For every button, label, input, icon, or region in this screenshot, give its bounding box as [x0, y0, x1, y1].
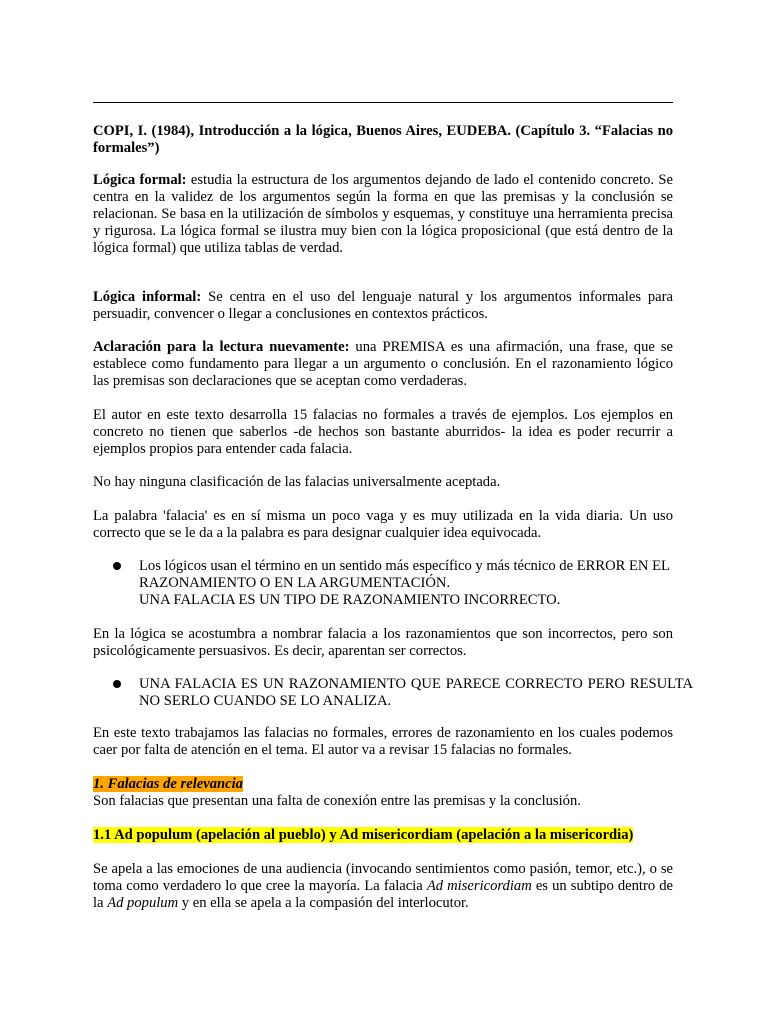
section-1-1-heading: 1.1 Ad populum (apelación al pueblo) y Ad misericordiam (apelación a la misericordia): [93, 827, 634, 843]
term-ad-populum: Ad populum: [107, 895, 179, 911]
paragraph-section-1-1: Se apela a las emociones de una audiencia (invocando sentimientos como pasión, temor, etc.), o se toma como verdadero lo que cree la mayoría. La falacia Ad misericordiam es un subtipo dentro de la Ad populum y en ella se apela a la compasión del interlocutor.: [93, 861, 673, 911]
term-ad-misericordiam: Ad misericordiam: [426, 878, 532, 894]
paragraph-aclaracion: Aclaración para la lectura nuevamente: una PREMISA es una afirmación, una frase, que se establece como fundamento para llegar a un argumento o conclusión. En el razonamiento lógico las premisas son declaraciones que se aceptan como verdaderas.: [93, 339, 673, 389]
citation: COPI, I. (1984), Introducción a la lógica, Buenos Aires, EUDEBA. (Capítulo 3. “Falacias no formales”): [93, 123, 673, 156]
paragraph-clasificacion: No hay ninguna clasificación de las falacias universalmente aceptada.: [93, 474, 501, 490]
paragraph-logica-formal: Lógica formal: estudia la estructura de los argumentos dejando de lado el contenido concreto. Se centra en la validez de los argumentos según la forma en que las premisas y la conclusión se relacionan. Se basa en la utilización de símbolos y esquemas, y constituye una herramienta precisa y rigurosa. La lógica formal se ilustra muy bien con la lógica proposicional (que está dentro de la lógica formal) que utiliza tablas de verdad.: [93, 172, 673, 256]
term-logica-formal: Lógica formal:: [93, 172, 187, 188]
term-aclaracion: Aclaración para la lectura nuevamente:: [93, 339, 350, 355]
top-rule: [93, 102, 673, 103]
paragraph-en-la-logica: En la lógica se acostumbra a nombrar falacia a los razonamientos que son incorrectos, pero son psicológicamente persuasivos. Es decir, aparentan ser correctos.: [93, 626, 673, 659]
section-1: [93, 776, 673, 810]
paragraph-palabra-falacia: La palabra 'falacia' es en sí misma un poco vaga y es muy utilizada en la vida diaria. Un uso correcto que se le da a la palabra es para designar cualquier idea equivocada.: [93, 508, 673, 541]
section-1-text: Son falacias que presentan una falta de conexión entre las premisas y la conclusión.: [93, 793, 581, 809]
bullet-icon: [113, 680, 121, 688]
paragraph-autor: El autor en este texto desarrolla 15 falacias no formales a través de ejemplos. Los ejemplos en concreto no tienen que saberlos -de hechos son bastante aburridos- la idea es poder recurrir a ejemplos propios para entender cada falacia.: [93, 407, 673, 457]
bullet-icon: [113, 562, 121, 570]
paragraph-logica-informal: Lógica informal: Se centra en el uso del lenguaje natural y los argumentos informales para persuadir, convencer o llegar a conclusiones en contextos prácticos.: [93, 289, 673, 322]
term-logica-informal: Lógica informal:: [93, 289, 202, 305]
section-1-heading: 1. Falacias de relevancia: [93, 776, 243, 792]
section-1-1-heading-wrap: [93, 827, 673, 844]
paragraph-en-este-texto: En este texto trabajamos las falacias no formales, errores de razonamiento en los cuales podemos caer por falta de atención en el tema. El autor va a revisar 15 falacias no formales.: [93, 725, 673, 758]
